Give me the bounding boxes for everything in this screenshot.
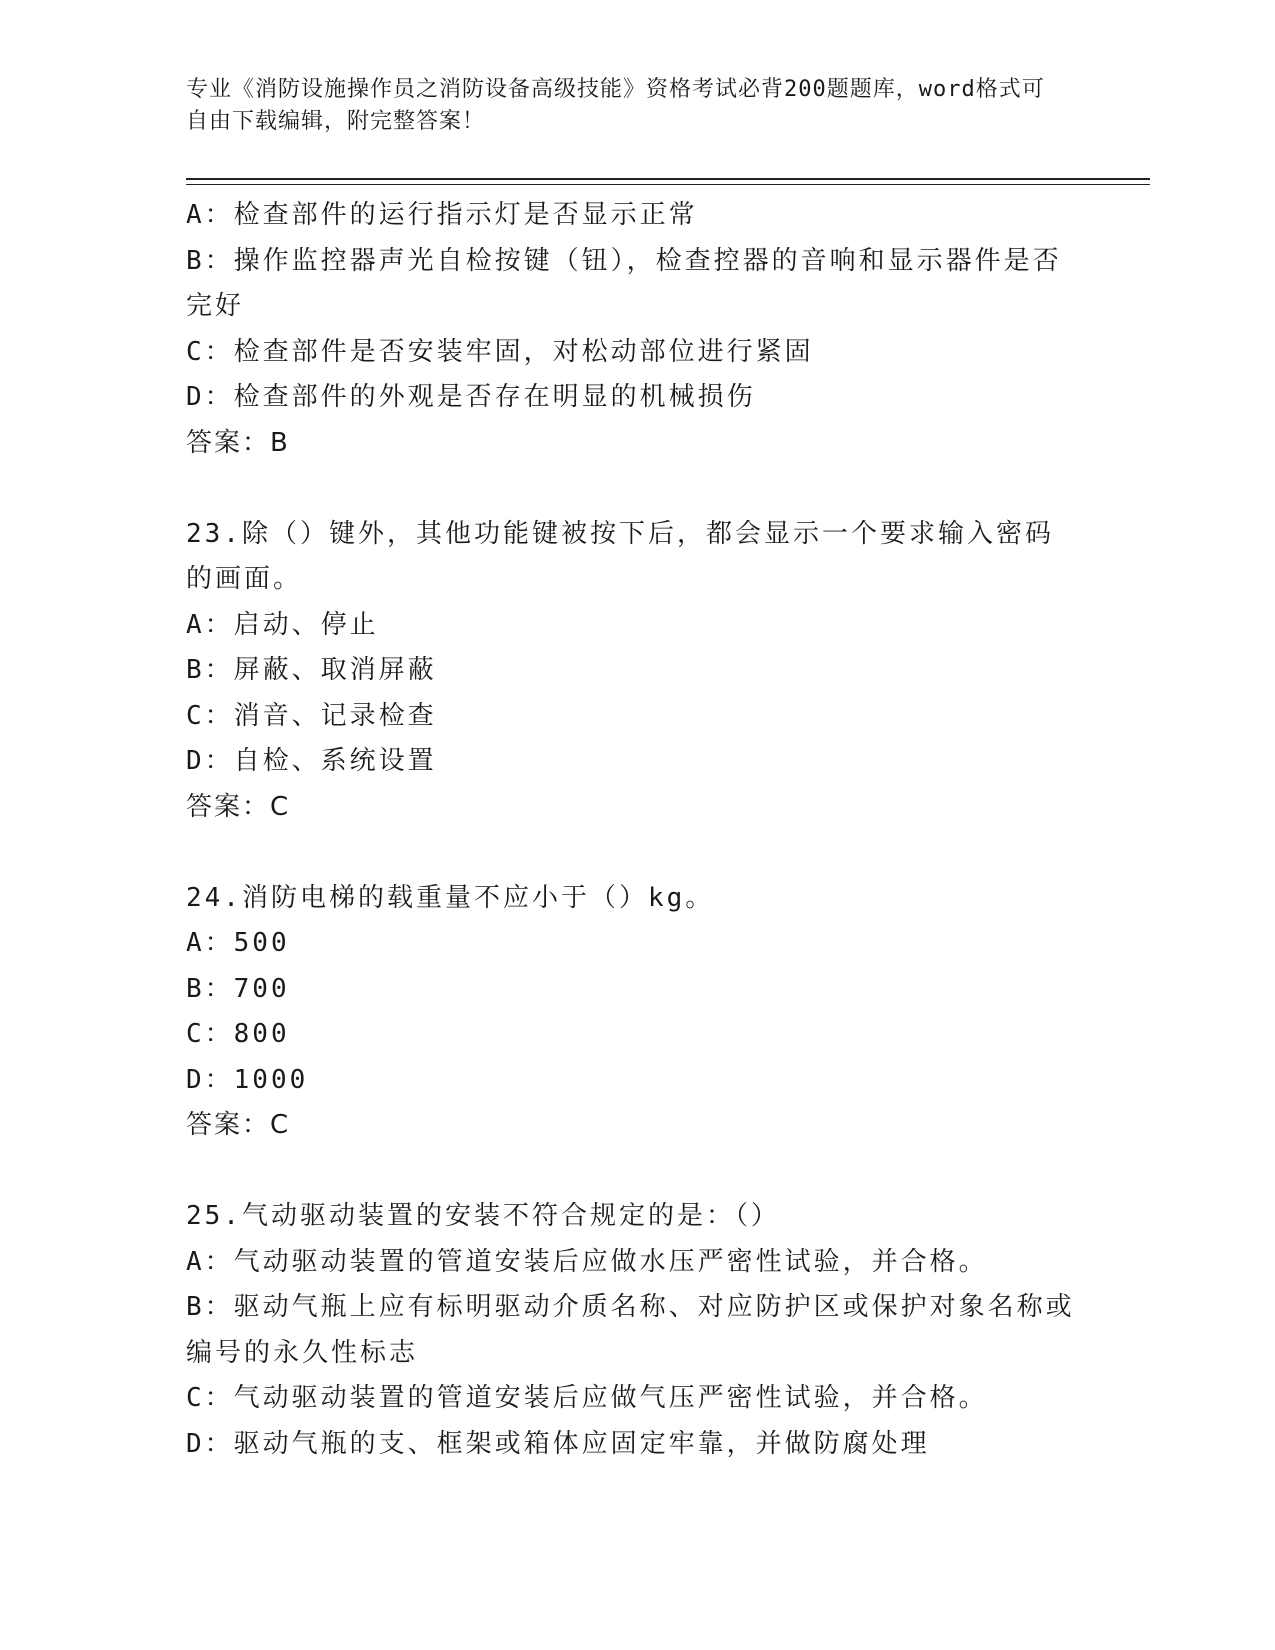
answer-line: 答案：B [186, 427, 290, 458]
option-c: C：消音、记录检查 [186, 700, 437, 731]
option-c: C：检查部件是否安装牢固，对松动部位进行紧固 [186, 336, 814, 367]
option-c: C：800 [186, 1019, 290, 1049]
option-a: A：气动驱动装置的管道安装后应做水压严密性试验，并合格。 [186, 1246, 988, 1277]
spacer [186, 466, 1076, 512]
option-a: A：500 [186, 928, 290, 958]
spacer [186, 1149, 1076, 1195]
option-c: C：气动驱动装置的管道安装后应做气压严密性试验，并合格。 [186, 1383, 988, 1413]
answer-line: 答案：C [186, 791, 291, 822]
question-text: 23.除（）键外，其他功能键被按下后，都会显示一个要求输入密码的画面。 [186, 518, 1054, 594]
option-b: B：屏蔽、取消屏蔽 [186, 655, 437, 685]
question-block-23 [186, 512, 1076, 831]
option-d: D：1000 [186, 1064, 309, 1095]
option-b: B：操作监控器声光自检按键（钮），检查控器的音响和显示器件是否完好 [186, 245, 1062, 321]
option-b: B：700 [186, 973, 290, 1004]
question-list [186, 193, 1076, 1467]
question-block-25 [186, 1194, 1076, 1467]
option-d: D：自检、系统设置 [186, 746, 437, 776]
answer-line: 答案：C [186, 1110, 291, 1140]
question-text: 25.气动驱动装置的安装不符合规定的是：（） [186, 1201, 780, 1231]
option-a: A：启动、停止 [186, 609, 379, 640]
document-header: 专业《消防设施操作员之消防设备高级技能》资格考试必背200题题库，word格式可自由下载编辑，附完整答案！ [186, 77, 1045, 134]
spacer [186, 830, 1076, 876]
option-a: A：检查部件的运行指示灯是否显示正常 [186, 200, 698, 230]
option-d: D：驱动气瓶的支、框架或箱体应固定牢靠，并做防腐处理 [186, 1428, 930, 1459]
question-block-24 [186, 876, 1076, 1149]
option-b: B：驱动气瓶上应有标明驱动介质名称、对应防护区或保护对象名称或编号的永久性标志 [186, 1292, 1075, 1368]
header-rule-thin [186, 184, 1150, 185]
header-rule-thick [186, 178, 1150, 180]
question-text: 24.消防电梯的载重量不应小于（）kg。 [186, 882, 715, 913]
question-block-22 [186, 193, 1076, 466]
option-d: D：检查部件的外观是否存在明显的机械损伤 [186, 382, 756, 412]
